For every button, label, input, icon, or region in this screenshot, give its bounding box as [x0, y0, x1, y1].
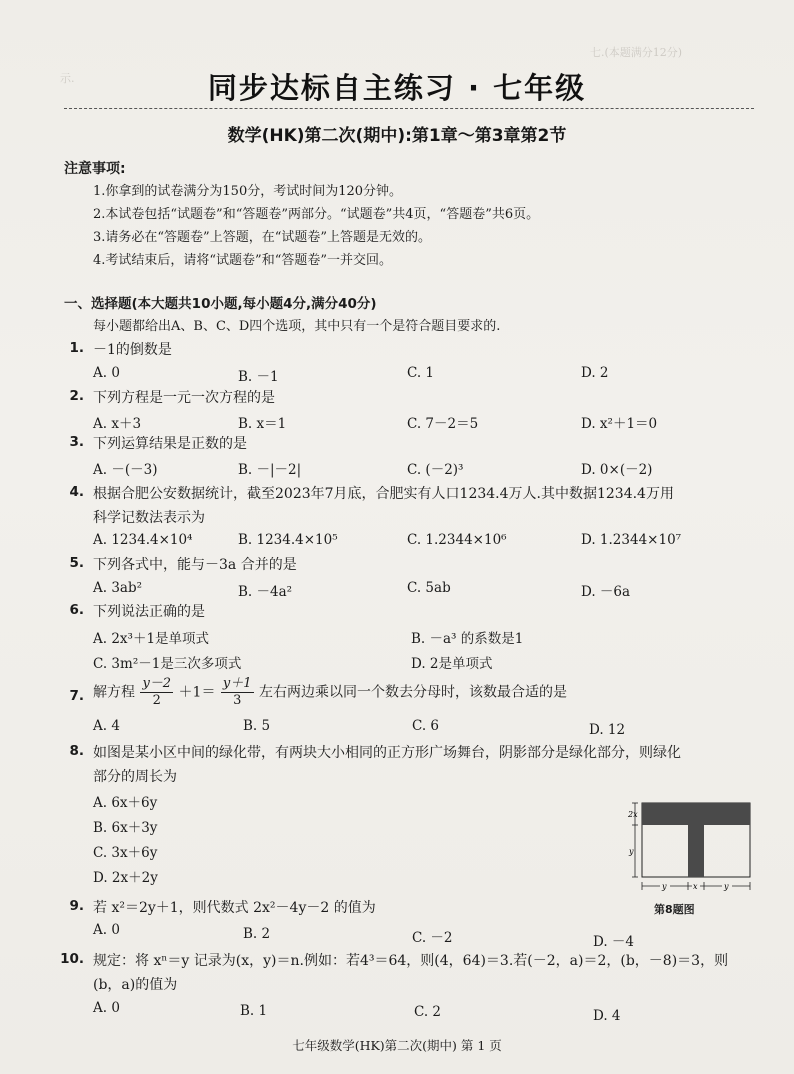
- question-number: 5.: [69, 555, 84, 571]
- option-c: C. 7－2＝5: [407, 416, 479, 432]
- question-8-figure: [626, 800, 756, 900]
- option-a: A. 0: [93, 365, 120, 381]
- notice-heading: 注意事项:: [64, 161, 126, 177]
- option-c: C. 2: [414, 1004, 442, 1020]
- option-b: B. 5: [243, 718, 271, 734]
- option-c: C. 1.2344×10⁶: [407, 532, 507, 548]
- option-a: A. 6x＋6y: [93, 795, 158, 811]
- question-number: 6.: [69, 602, 84, 618]
- option-d: D. 0×(－2): [581, 462, 653, 478]
- notice-item: 1.你拿到的试卷满分为150分，考试时间为120分钟。: [93, 184, 403, 199]
- question-text: 下列各式中，能与－3a 合并的是: [93, 557, 297, 573]
- option-b: B. －a³ 的系数是1: [411, 631, 524, 647]
- question-text: 下列运算结果是正数的是: [93, 436, 247, 452]
- question-text: 规定：将 xⁿ＝y 记录为(x，y)＝n.例如：若4³＝64，则(4，64)＝3.若(－2，a)＝2，(b，－8)＝3，则: [93, 953, 729, 969]
- label-x-bottom: x: [693, 882, 698, 891]
- question-number: 9.: [69, 898, 84, 914]
- option-d: D. x²＋1＝0: [581, 416, 658, 432]
- fraction-numerator: y＋1: [222, 676, 252, 691]
- option-a: A. 1234.4×10⁴: [93, 532, 193, 548]
- option-b: B. －4a²: [238, 584, 293, 600]
- label-y-left: y: [629, 847, 634, 856]
- option-c: C. 1: [407, 365, 435, 381]
- option-a: A. 0: [93, 922, 120, 938]
- question-number: 7.: [69, 688, 84, 704]
- shaded-middle-column: [688, 825, 704, 877]
- option-b: B. 2: [243, 926, 271, 942]
- bleed-through-text: 示.: [60, 72, 75, 85]
- notice-item: 2.本试卷包括“试题卷”和“答题卷”两部分。“试题卷”共4页，“答题卷”共6页。: [93, 207, 540, 222]
- question-number: 10.: [60, 951, 84, 967]
- question-text: 部分的周长为: [93, 769, 177, 785]
- exam-title: 同步达标自主练习 · 七年级: [207, 71, 587, 105]
- title-divider: [64, 108, 754, 109]
- label-y-bottom-right: y: [724, 882, 729, 891]
- option-c: C. (－2)³: [407, 462, 464, 478]
- option-a: A. 4: [93, 718, 120, 734]
- option-d: D. －4: [593, 934, 635, 950]
- question-text: 科学记数法表示为: [93, 510, 205, 526]
- option-d: D. 2x＋2y: [93, 870, 158, 886]
- question-number: 1.: [69, 340, 84, 356]
- question-text: (b，a)的值为: [93, 977, 178, 993]
- option-d: D. 4: [593, 1008, 621, 1024]
- fraction-numerator: y－2: [142, 676, 172, 691]
- question-number: 3.: [69, 434, 84, 450]
- page-footer: 七年级数学(HK)第二次(期中) 第 1 页: [292, 1038, 502, 1053]
- exam-subtitle: 数学(HK)第二次(期中):第1章～第3章第2节: [227, 126, 567, 146]
- question-text: 若 x²＝2y＋1，则代数式 2x²－4y－2 的值为: [93, 900, 376, 916]
- option-b: B. 1: [240, 1003, 268, 1019]
- question-text: 根据合肥公安数据统计，截至2023年7月底，合肥实有人口1234.4万人.其中数据1234.4万用: [93, 486, 674, 502]
- question-text: [93, 676, 567, 709]
- option-a: A. 3ab²: [93, 580, 143, 596]
- label-2x: 2x: [628, 810, 638, 819]
- question-text: 如图是某小区中间的绿化带，有两块大小相同的正方形广场舞台，阴影部分是绿化部分，则绿化: [93, 745, 681, 761]
- fraction-denominator: 2: [152, 693, 161, 708]
- bleed-through-text: 七.(本题满分12分): [590, 46, 683, 59]
- option-a: A. －(－3): [93, 462, 158, 478]
- question-text: －1的倒数是: [93, 342, 172, 358]
- option-d: D. 2是单项式: [411, 656, 493, 672]
- notice-item: 4.考试结束后，请将“试题卷”和“答题卷”一并交回。: [93, 253, 392, 268]
- option-d: D. 1.2344×10⁷: [581, 532, 682, 548]
- option-c: C. 6: [412, 718, 440, 734]
- question-number: 4.: [69, 484, 84, 500]
- option-a: A. 0: [93, 1000, 120, 1016]
- question-text: 下列方程是一元一次方程的是: [93, 390, 275, 406]
- option-b: B. 1234.4×10⁵: [238, 532, 338, 548]
- shaded-top-band: [642, 803, 750, 825]
- question-text-prefix: 解方程: [93, 684, 135, 701]
- option-b: B. x＝1: [238, 416, 287, 432]
- option-c: C. 3m²－1是三次多项式: [93, 656, 242, 672]
- option-d: D. 12: [589, 722, 626, 738]
- option-b: B. －1: [238, 369, 279, 385]
- option-c: C. －2: [412, 930, 453, 946]
- option-d: D. －6a: [581, 584, 631, 600]
- question-text: 下列说法正确的是: [93, 604, 205, 620]
- fraction-denominator: 3: [233, 693, 242, 708]
- option-b: B. －|－2|: [238, 462, 302, 478]
- section-description: 每小题都给出A、B、C、D四个选项，其中只有一个是符合题目要求的.: [93, 319, 501, 334]
- option-d: D. 2: [581, 365, 609, 381]
- figure-caption: 第8题图: [654, 903, 695, 916]
- option-a: A. x＋3: [93, 416, 142, 432]
- label-y-bottom-left: y: [662, 882, 667, 891]
- option-c: C. 5ab: [407, 580, 451, 596]
- option-b: B. 6x＋3y: [93, 820, 158, 836]
- fraction: [221, 676, 254, 709]
- question-text-suffix: 左右两边乘以同一个数去分母时，该数最合适的是: [258, 684, 567, 701]
- option-c: C. 3x＋6y: [93, 845, 158, 861]
- section-title: 一、选择题(本大题共10小题,每小题4分,满分40分): [64, 296, 377, 312]
- question-number: 2.: [69, 388, 84, 404]
- fraction: [140, 676, 173, 709]
- notice-item: 3.请务必在“答题卷”上答题，在“试题卷”上答题是无效的。: [93, 230, 431, 245]
- equation-middle: ＋1＝: [178, 684, 216, 701]
- option-a: A. 2x³＋1是单项式: [93, 631, 210, 647]
- question-number: 8.: [69, 743, 84, 759]
